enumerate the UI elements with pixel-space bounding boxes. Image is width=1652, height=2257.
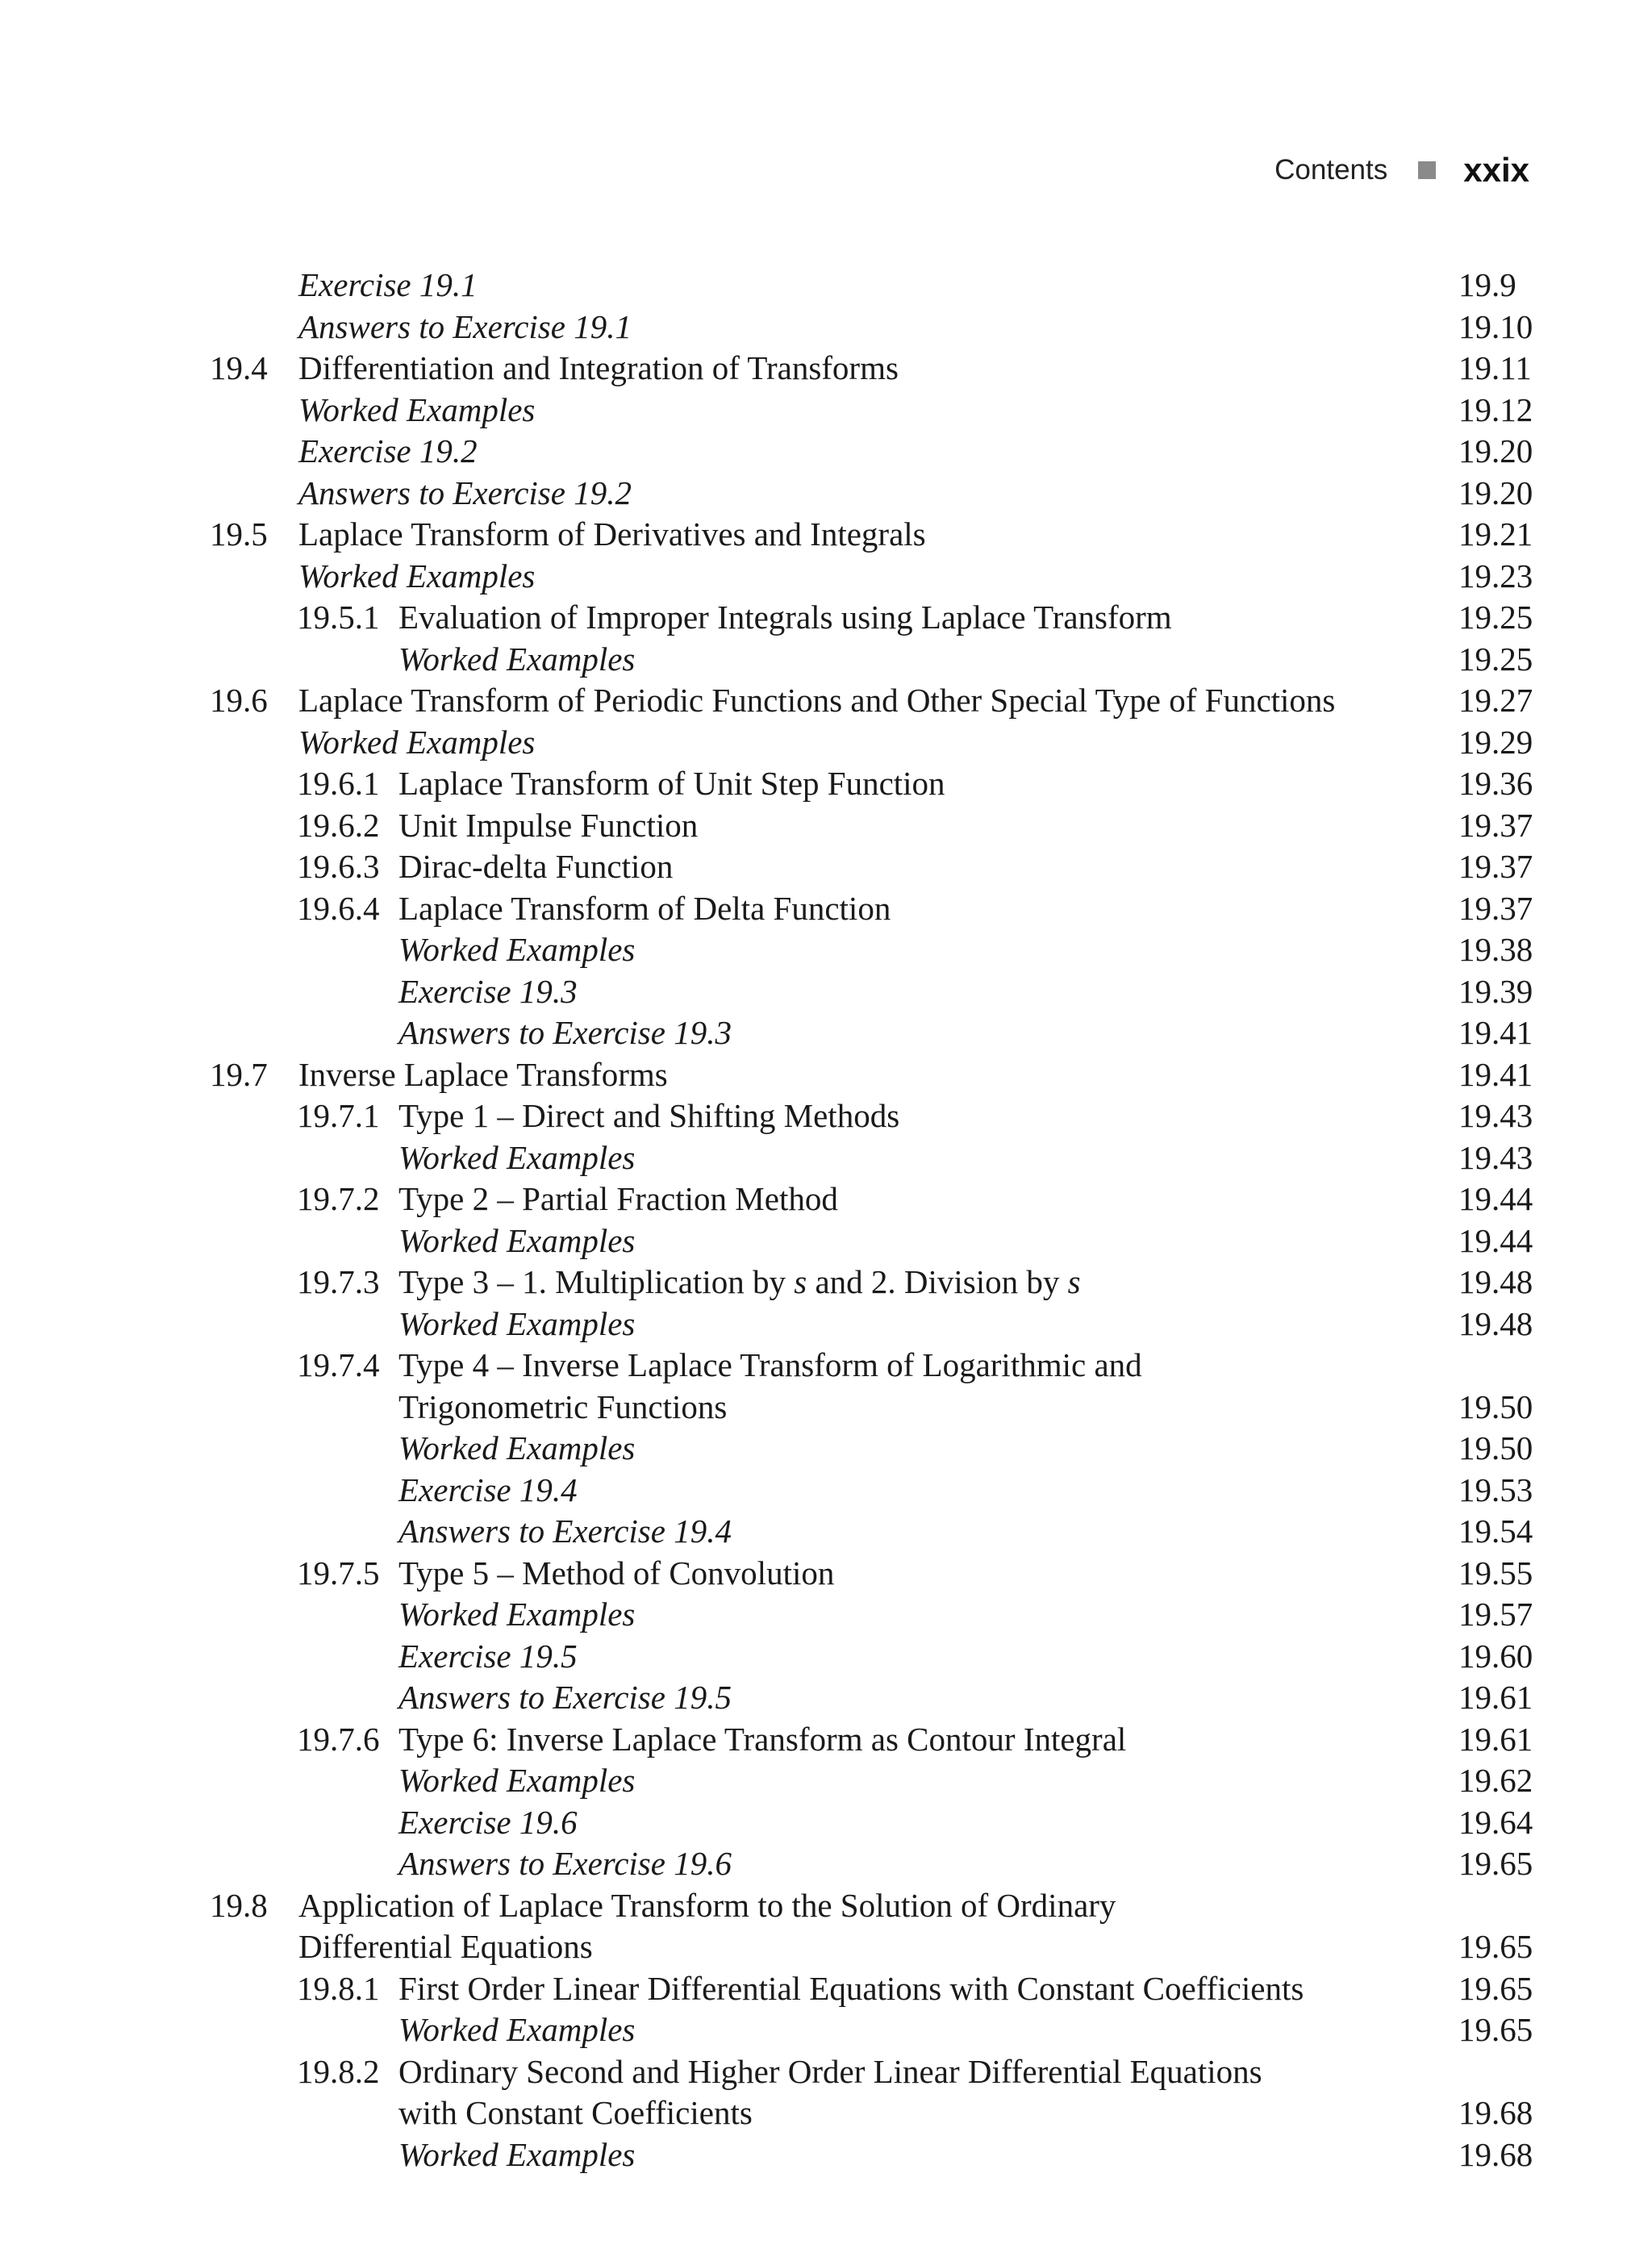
toc-entry-title: Ordinary Second and Higher Order Linear Differential Equations xyxy=(398,2052,1262,2090)
toc-entry xyxy=(0,680,1652,722)
toc-entry-title: Worked Examples xyxy=(398,931,636,968)
toc-entry xyxy=(0,1843,1652,1885)
toc-entry-page: 19.55 xyxy=(1458,1554,1533,1592)
toc-entry-page: 19.25 xyxy=(1458,599,1533,636)
toc-entry-number: 19.6.1 xyxy=(297,765,380,802)
toc-entry xyxy=(0,1137,1652,1179)
toc-entry-page: 19.53 xyxy=(1458,1471,1533,1508)
toc-entry-number: 19.7.3 xyxy=(297,1263,380,1300)
toc-entry xyxy=(0,1760,1652,1802)
toc-entry-title: Answers to Exercise 19.2 xyxy=(298,474,632,511)
toc-entry-title: Laplace Transform of Derivatives and Integrals xyxy=(298,515,926,553)
toc-entry-title: with Constant Coefficients xyxy=(398,2094,753,2131)
toc-entry-title: Exercise 19.1 xyxy=(298,266,478,303)
toc-entry-title: Exercise 19.3 xyxy=(398,972,578,1010)
toc-entry-number: 19.5.1 xyxy=(297,599,380,636)
toc-entry-title: Answers to Exercise 19.6 xyxy=(398,1845,732,1882)
toc-entry-page: 19.50 xyxy=(1458,1387,1533,1425)
toc-entry xyxy=(0,1179,1652,1220)
toc-entry-title: Worked Examples xyxy=(298,723,536,761)
toc-entry xyxy=(0,1220,1652,1262)
toc-entry-page: 19.60 xyxy=(1458,1637,1533,1675)
toc-entry-page: 19.37 xyxy=(1458,848,1533,885)
toc-entry xyxy=(0,846,1652,888)
toc-entry xyxy=(0,1345,1652,1387)
toc-entry-title: Exercise 19.2 xyxy=(298,432,478,469)
toc-entry-number: 19.6.4 xyxy=(297,889,380,927)
toc-entry-page: 19.9 xyxy=(1458,266,1516,303)
toc-entry-title: Answers to Exercise 19.5 xyxy=(398,1679,732,1716)
toc-entry-number: 19.5 xyxy=(210,515,268,553)
toc-entry-page: 19.21 xyxy=(1458,515,1533,553)
toc-entry xyxy=(0,514,1652,556)
toc-entry-page: 19.25 xyxy=(1458,640,1533,678)
toc-entry xyxy=(0,265,1652,307)
table-of-contents xyxy=(0,265,1652,2176)
toc-entry-title: Answers to Exercise 19.1 xyxy=(298,307,632,345)
toc-entry xyxy=(0,805,1652,847)
toc-entry-number: 19.6.2 xyxy=(297,806,380,844)
toc-entry-page: 19.44 xyxy=(1458,1180,1533,1217)
toc-entry-page: 19.23 xyxy=(1458,557,1533,594)
toc-entry xyxy=(0,2134,1652,2176)
toc-entry-page: 19.41 xyxy=(1458,1055,1533,1093)
toc-entry xyxy=(0,556,1652,598)
toc-entry-number: 19.7.5 xyxy=(297,1554,380,1592)
toc-entry-page: 19.37 xyxy=(1458,806,1533,844)
toc-entry xyxy=(0,1926,1652,1968)
toc-entry-title: Type 2 – Partial Fraction Method xyxy=(398,1180,838,1217)
toc-entry xyxy=(0,1304,1652,1345)
toc-entry-title: Answers to Exercise 19.4 xyxy=(398,1512,732,1550)
toc-entry-page: 19.64 xyxy=(1458,1803,1533,1841)
toc-entry xyxy=(0,1428,1652,1470)
toc-entry xyxy=(0,1387,1652,1429)
toc-entry-number: 19.7.6 xyxy=(297,1720,380,1758)
running-header xyxy=(1274,142,1529,198)
toc-entry-title: Exercise 19.4 xyxy=(398,1471,578,1508)
toc-entry-page: 19.11 xyxy=(1458,349,1532,386)
toc-entry xyxy=(0,1677,1652,1719)
toc-entry-page: 19.29 xyxy=(1458,723,1533,761)
toc-entry-page: 19.10 xyxy=(1458,307,1533,345)
toc-entry-page: 19.41 xyxy=(1458,1014,1533,1051)
toc-entry xyxy=(0,597,1652,639)
toc-entry-title: Worked Examples xyxy=(398,1762,636,1799)
toc-entry-page: 19.27 xyxy=(1458,682,1533,719)
toc-entry-title: Worked Examples xyxy=(398,2135,636,2173)
toc-entry-page: 19.20 xyxy=(1458,474,1533,511)
toc-entry xyxy=(0,1594,1652,1636)
toc-entry-title: Laplace Transform of Periodic Functions and Other Special Type of Functions xyxy=(298,682,1336,719)
toc-entry xyxy=(0,307,1652,348)
toc-entry-page: 19.44 xyxy=(1458,1221,1533,1259)
toc-entry-title: Worked Examples xyxy=(398,1596,636,1633)
toc-entry-title: Type 5 – Method of Convolution xyxy=(398,1554,835,1592)
toc-entry-number: 19.8.2 xyxy=(297,2052,380,2090)
toc-entry-title: Answers to Exercise 19.3 xyxy=(398,1014,732,1051)
toc-entry-page: 19.68 xyxy=(1458,2094,1533,2131)
toc-entry-page: 19.20 xyxy=(1458,432,1533,469)
toc-entry-title: Worked Examples xyxy=(298,390,536,428)
toc-entry xyxy=(0,639,1652,681)
toc-entry-title: Laplace Transform of Unit Step Function xyxy=(398,765,945,802)
toc-entry xyxy=(0,348,1652,390)
toc-entry-number: 19.4 xyxy=(210,349,268,386)
toc-entry-title: Worked Examples xyxy=(398,1138,636,1176)
toc-entry-page: 19.38 xyxy=(1458,931,1533,968)
toc-entry-page: 19.54 xyxy=(1458,1512,1533,1550)
toc-entry-title: Exercise 19.6 xyxy=(398,1803,578,1841)
toc-entry-page: 19.65 xyxy=(1458,1969,1533,2007)
toc-entry-title: Laplace Transform of Delta Function xyxy=(398,889,891,927)
toc-entry-title: Trigonometric Functions xyxy=(398,1387,728,1425)
toc-entry xyxy=(0,2009,1652,2051)
toc-entry-title: Worked Examples xyxy=(398,640,636,678)
toc-entry-number: 19.7.1 xyxy=(297,1097,380,1134)
toc-entry-page: 19.68 xyxy=(1458,2135,1533,2173)
toc-entry-number: 19.8.1 xyxy=(297,1969,380,2007)
toc-entry-page: 19.43 xyxy=(1458,1138,1533,1176)
toc-entry-page: 19.65 xyxy=(1458,2011,1533,2048)
toc-entry-title: Inverse Laplace Transforms xyxy=(298,1055,668,1093)
toc-entry-number: 19.6.3 xyxy=(297,848,380,885)
toc-entry xyxy=(0,1802,1652,1844)
toc-entry-title: Unit Impulse Function xyxy=(398,806,699,844)
toc-entry xyxy=(0,431,1652,473)
toc-entry-title: Worked Examples xyxy=(398,1221,636,1259)
toc-entry xyxy=(0,390,1652,432)
toc-entry xyxy=(0,2092,1652,2134)
toc-entry-page: 19.65 xyxy=(1458,1928,1533,1965)
toc-entry-title: Type 6: Inverse Laplace Transform as Contour Integral xyxy=(398,1720,1127,1758)
toc-entry xyxy=(0,1636,1652,1678)
toc-entry-title: Application of Laplace Transform to the Solution of Ordinary xyxy=(298,1886,1116,1924)
toc-entry-title: Differential Equations xyxy=(298,1928,593,1965)
toc-entry-number: 19.7 xyxy=(210,1055,268,1093)
toc-entry xyxy=(0,971,1652,1013)
page-number: xxix xyxy=(1463,151,1529,189)
toc-entry-number: 19.7.4 xyxy=(297,1346,380,1383)
toc-entry xyxy=(0,1012,1652,1054)
toc-entry xyxy=(0,722,1652,764)
toc-entry-page: 19.50 xyxy=(1458,1429,1533,1466)
toc-entry xyxy=(0,1885,1652,1927)
toc-entry-page: 19.57 xyxy=(1458,1596,1533,1633)
toc-entry xyxy=(0,1262,1652,1304)
toc-entry-page: 19.48 xyxy=(1458,1304,1533,1342)
toc-entry-title: Worked Examples xyxy=(398,1304,636,1342)
toc-entry-page: 19.36 xyxy=(1458,765,1533,802)
toc-entry-title: Exercise 19.5 xyxy=(398,1637,578,1675)
toc-entry-title: First Order Linear Differential Equations with Constant Coefficients xyxy=(398,1969,1304,2007)
toc-entry xyxy=(0,1470,1652,1512)
toc-entry xyxy=(0,1511,1652,1553)
toc-entry xyxy=(0,1553,1652,1595)
toc-entry-page: 19.62 xyxy=(1458,1762,1533,1799)
toc-entry xyxy=(0,1719,1652,1761)
header-label: Contents xyxy=(1274,154,1388,186)
toc-entry xyxy=(0,1095,1652,1137)
toc-entry-number: 19.7.2 xyxy=(297,1180,380,1217)
toc-entry-title: Type 3 – 1. Multiplication by s and 2. Division by s xyxy=(398,1263,1081,1300)
toc-entry xyxy=(0,473,1652,515)
toc-entry-number: 19.8 xyxy=(210,1886,268,1924)
toc-entry-title: Type 1 – Direct and Shifting Methods xyxy=(398,1097,900,1134)
toc-entry-page: 19.61 xyxy=(1458,1720,1533,1758)
toc-entry-title: Type 4 – Inverse Laplace Transform of Logarithmic and xyxy=(398,1346,1142,1383)
toc-entry-number: 19.6 xyxy=(210,682,268,719)
toc-entry xyxy=(0,929,1652,971)
toc-entry-title: Worked Examples xyxy=(298,557,536,594)
toc-entry-title: Dirac-delta Function xyxy=(398,848,674,885)
toc-entry-page: 19.48 xyxy=(1458,1263,1533,1300)
toc-entry xyxy=(0,2051,1652,2093)
toc-entry-title: Worked Examples xyxy=(398,1429,636,1466)
toc-entry-page: 19.61 xyxy=(1458,1679,1533,1716)
toc-entry xyxy=(0,763,1652,805)
toc-entry xyxy=(0,1968,1652,2010)
toc-entry xyxy=(0,1054,1652,1096)
toc-entry-title: Differentiation and Integration of Transforms xyxy=(298,349,899,386)
toc-entry-title: Evaluation of Improper Integrals using Laplace Transform xyxy=(398,599,1172,636)
toc-entry-page: 19.65 xyxy=(1458,1845,1533,1882)
toc-entry-page: 19.12 xyxy=(1458,390,1533,428)
toc-entry-page: 19.39 xyxy=(1458,972,1533,1010)
toc-entry-page: 19.37 xyxy=(1458,889,1533,927)
toc-entry-page: 19.43 xyxy=(1458,1097,1533,1134)
toc-entry-title: Worked Examples xyxy=(398,2011,636,2048)
toc-entry xyxy=(0,888,1652,930)
square-bullet-icon xyxy=(1418,161,1436,179)
